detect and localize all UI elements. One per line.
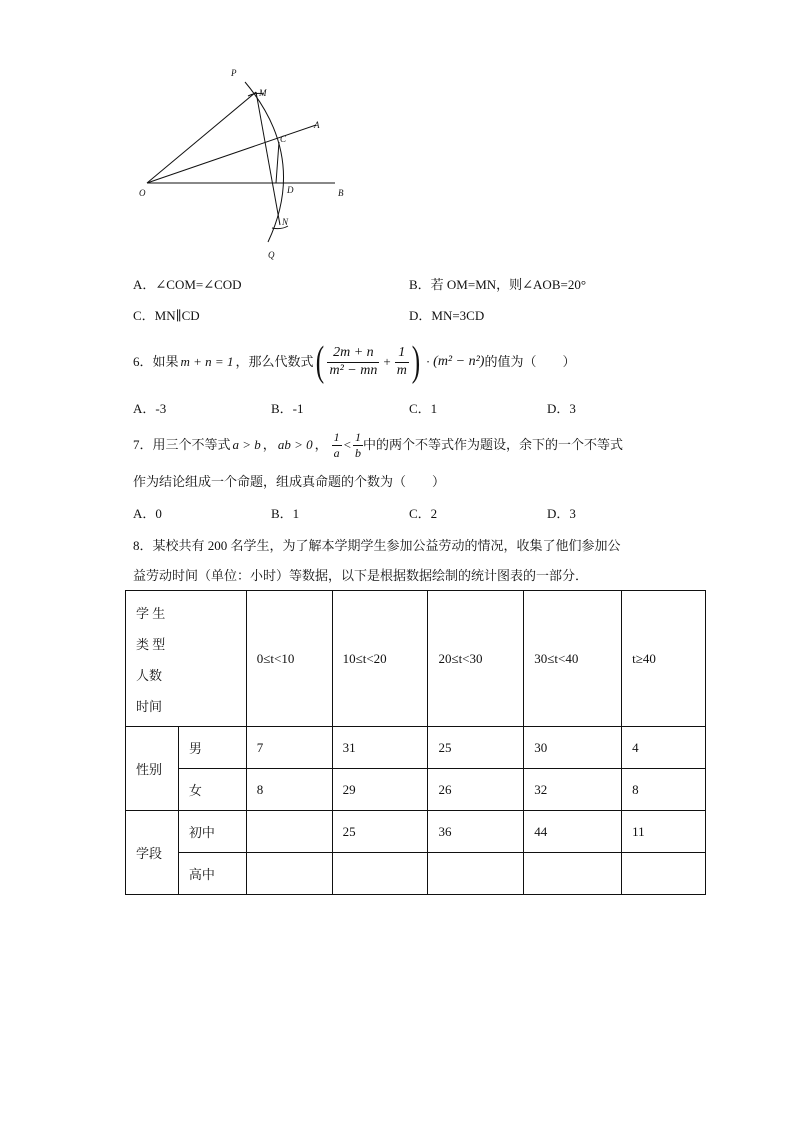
table-cell: 11 [622,811,706,853]
segment-om [147,92,256,183]
q8-stem-line2: 益劳动时间（单位：小时）等数据，以下是根据数据绘制的统计图表的一部分． [133,568,589,583]
q5-option-c[interactable]: C．MN∥CD [133,308,200,323]
header-range-0-10: 0≤t<10 [246,591,332,727]
table-cell: 7 [246,727,332,769]
label-b: B [338,188,344,198]
table-cell: 44 [524,811,622,853]
q6-fraction-1: $\frac{2m + n}{\text{m² − mn}}$ [329,344,378,378]
table-cell: 32 [524,769,622,811]
segment-mn [256,92,280,225]
row-label: 男 [178,727,246,769]
q6-right-paren: ) [411,339,421,385]
q7-option-d[interactable]: D．3 [547,506,576,521]
q7-stem-line2: 作为结论组成一个命题，组成真命题的个数为（ ） [133,474,446,489]
table-row [126,769,706,811]
q7-option-b[interactable]: B．1 [271,506,300,521]
label-c: C [280,134,287,144]
q6-option-b[interactable]: B．-1 [271,401,304,416]
table-cell: 29 [332,769,428,811]
table-cell [246,853,332,895]
segment-cd [276,142,279,183]
label-n: N [282,217,289,227]
q6-condition: m + n = 1 [180,354,234,370]
header-range-10-20: 10≤t<20 [332,591,428,727]
table-cell [622,853,706,895]
group-label-stage: 学段 [126,811,179,895]
table-header-row [126,591,706,727]
row-label: 高中 [178,853,246,895]
label-d: D [287,185,294,195]
table-cell: 8 [246,769,332,811]
row-label: 初中 [178,811,246,853]
q5-option-d[interactable]: D．MN=3CD [409,308,485,323]
header-range-30-40: 30≤t<40 [524,591,622,727]
table-corner-cell: 学 生 类 型 人数 时间 [126,591,247,727]
q5-option-b[interactable]: B．若 OM=MN，则∠AOB=20° [409,277,587,292]
label-p: P [231,68,237,78]
q6-option-c[interactable]: C．1 [409,401,438,416]
label-a: A [314,120,320,130]
table-cell [524,853,622,895]
table-cell: 26 [428,769,524,811]
label-m: M [259,88,267,98]
table-cell: 30 [524,727,622,769]
table-cell: 25 [428,727,524,769]
stats-table [125,590,706,895]
q6-option-a[interactable]: A．-3 [133,401,167,416]
q7-option-a[interactable]: A．0 [133,506,162,521]
table-cell: 36 [428,811,524,853]
label-q: Q [268,250,275,260]
table-row [126,811,706,853]
q6-fraction-2: $\frac{1}{m}$ [396,344,407,378]
table-row [126,853,706,895]
table-row [126,727,706,769]
header-range-20-30: 20≤t<30 [428,591,524,727]
table-cell [332,853,428,895]
q7-fraction-a: $\frac{1}{a}$ [333,429,340,460]
geometry-figure [130,62,360,267]
header-range-40-plus: t≥40 [622,591,706,727]
q7-stem-line1: 7．用三个不等式 a > b ， ab > 0 ， $\frac{1}{a}$ < $\frac{1}{b}$ 中的两个不等式作为题设，余下的一个不等式 [133,429,623,460]
row-label: 女 [178,769,246,811]
q5-option-a[interactable]: A．∠COM=∠COD [133,277,242,292]
ray-oa [147,125,316,183]
table-cell: 31 [332,727,428,769]
q6-option-d[interactable]: D．3 [547,401,576,416]
q7-fraction-b: $\frac{1}{b}$ [354,429,361,460]
label-o: O [139,188,146,198]
q7-option-c[interactable]: C．2 [409,506,438,521]
table-cell [246,811,332,853]
table-cell [428,853,524,895]
q6-stem: 6．如果 m + n = 1 ，那么代数式 ( $\frac{2m + n}{\text{m² − mn}}$ + $\frac{1}{m}$ ) · (m² − n²) 的值为（ ） [133,339,576,385]
table-cell: 8 [622,769,706,811]
q6-left-paren: ( [316,339,325,385]
q6-factor: (m² − n²) [433,353,485,369]
table-cell: 25 [332,811,428,853]
group-label-gender: 性别 [126,727,179,811]
table-cell: 4 [622,727,706,769]
q8-stem-line1: 8．某校共有 200 名学生，为了解本学期学生参加公益劳动的情况，收集了他们参加公 [133,538,621,553]
